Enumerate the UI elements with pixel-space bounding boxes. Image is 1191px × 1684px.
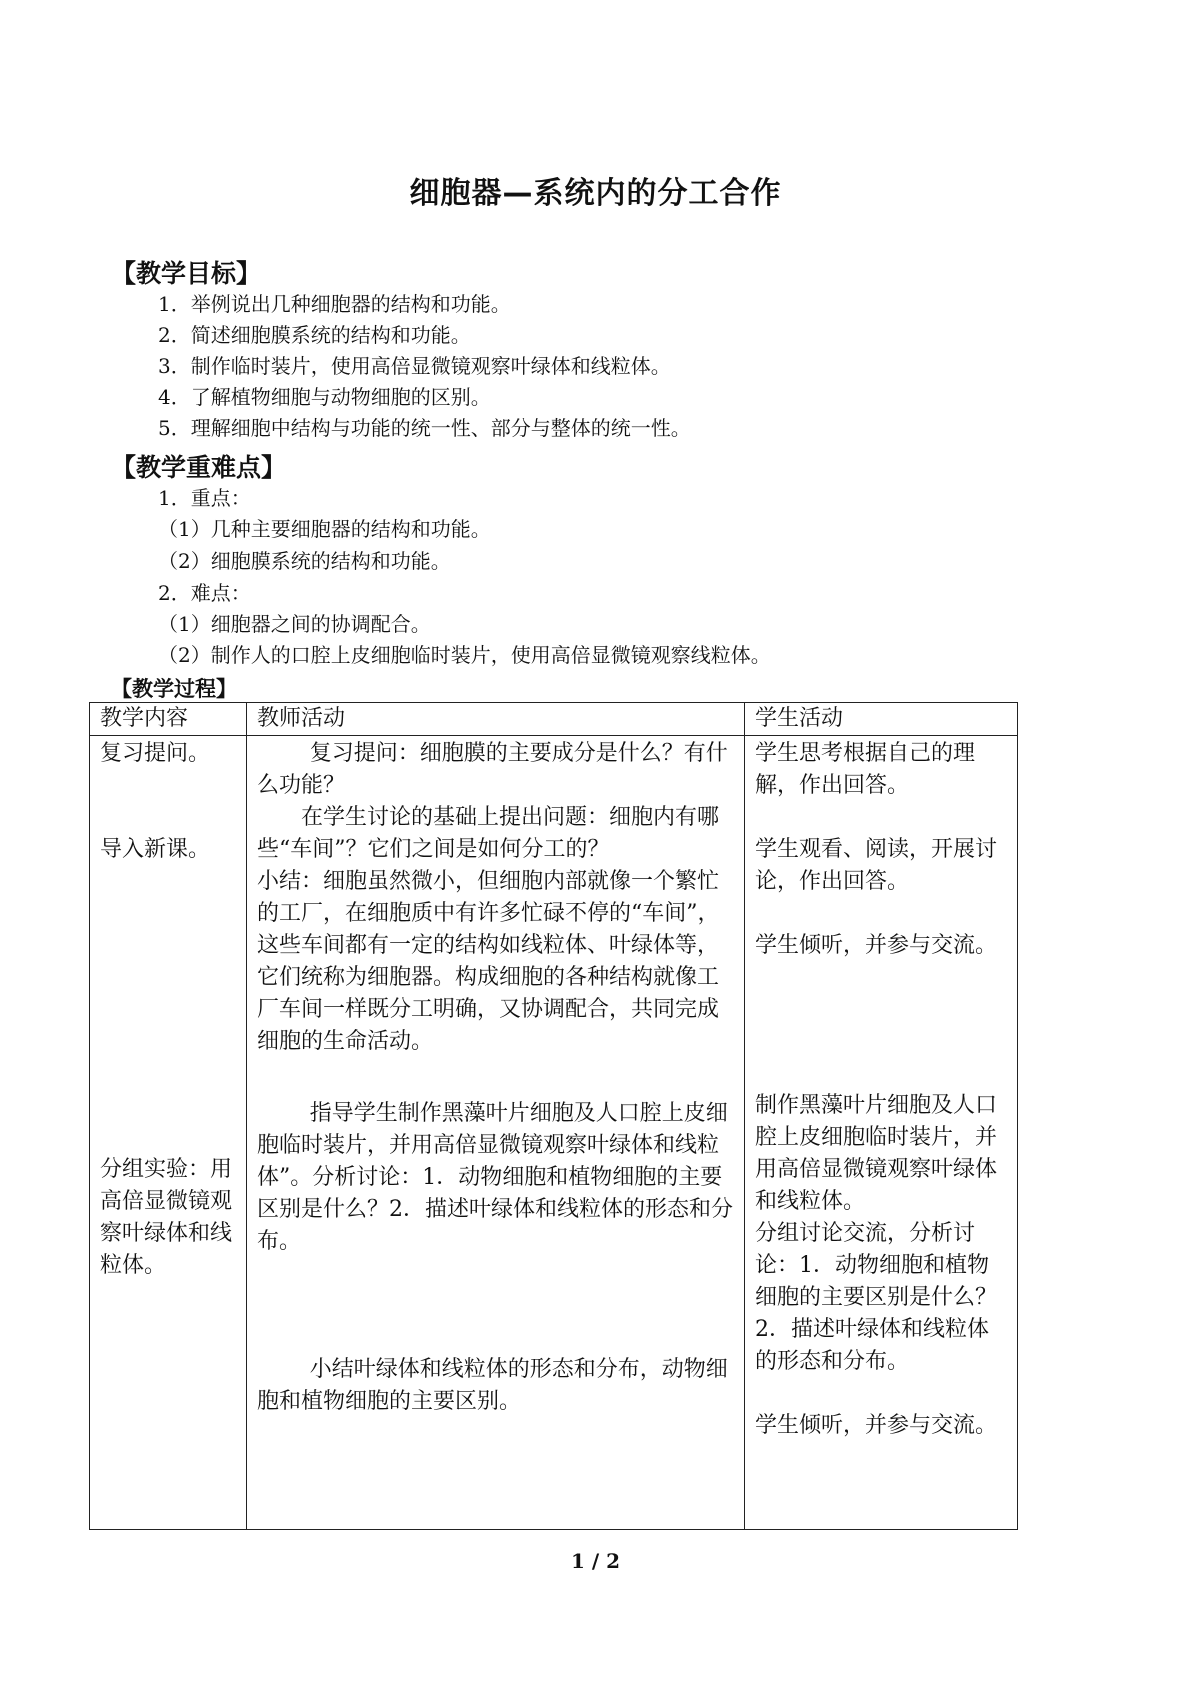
objectives-heading: 【教学目标】 xyxy=(111,259,262,288)
objective-item: 3．制作临时装片，使用高倍显微镜观察叶绿体和线粒体。 xyxy=(158,354,671,378)
table-header-row xyxy=(90,703,1018,736)
content-cell xyxy=(90,736,247,1530)
keypoints-heading: 【教学重难点】 xyxy=(111,453,287,482)
content-experiment: 分组实验：用高倍显微镜观察叶绿体和线粒体。 xyxy=(100,1157,233,1278)
keypoint-line: 2．难点： xyxy=(158,581,251,605)
objective-item: 5．理解细胞中结构与功能的统一性、部分与整体的统一性。 xyxy=(158,416,691,440)
student-cell xyxy=(745,736,1018,1530)
table-row xyxy=(90,736,1018,1530)
objective-item: 1．举例说出几种细胞器的结构和功能。 xyxy=(158,292,511,316)
page-number: 1 / 2 xyxy=(570,1549,621,1573)
keypoint-line: （2）细胞膜系统的结构和功能。 xyxy=(158,549,451,573)
student-discuss: 学生观看、阅读，开展讨论，作出回答。 xyxy=(755,837,998,894)
keypoint-line: （1）细胞器之间的协调配合。 xyxy=(158,612,431,636)
student-experiment: 制作黑藻叶片细胞及人口腔上皮细胞临时装片，并用高倍显微镜观察叶绿体和线粒体。 xyxy=(755,1093,998,1214)
teacher-experiment: 指导学生制作黑藻叶片细胞及人口腔上皮细胞临时装片，并用高倍显微镜观察叶绿体和线粒体”。分析讨论：1．动物细胞和植物细胞的主要区别是什么？2．描述叶绿体和线粒体的形态和分布。 xyxy=(257,1101,733,1254)
header-teacher: 教师活动 xyxy=(247,703,745,736)
process-heading: 【教学过程】 xyxy=(111,677,237,701)
teacher-review: 复习提问：细胞膜的主要成分是什么？有什么功能？ xyxy=(257,741,728,798)
keypoint-line: （2）制作人的口腔上皮细胞临时装片，使用高倍显微镜观察线粒体。 xyxy=(158,643,771,667)
content-intro: 导入新课。 xyxy=(100,837,211,862)
header-student: 学生活动 xyxy=(745,703,1018,736)
keypoint-line: 1．重点： xyxy=(158,486,251,510)
header-content: 教学内容 xyxy=(90,703,247,736)
objective-item: 2．简述细胞膜系统的结构和功能。 xyxy=(158,323,471,347)
teacher-summary: 小结：细胞虽然微小，但细胞内部就像一个繁忙的工厂，在细胞质中有许多忙碌不停的“车间”， 这些车间都有一定的结构如线粒体、叶绿体等，它们统称为细胞器。构成细胞的各种结构就像工厂车间一样既分工明确，又协调配合，共同完成细胞的生命活动。 xyxy=(257,869,720,1054)
student-listen: 学生倾听，并参与交流。 xyxy=(755,933,998,958)
process-table xyxy=(89,702,1018,1530)
objective-item: 4．了解植物细胞与动物细胞的区别。 xyxy=(158,385,491,409)
student-answer: 学生思考根据自己的理解，作出回答。 xyxy=(755,741,976,798)
student-group-discuss: 分组讨论交流，分析讨论：1．动物细胞和植物细胞的主要区别是什么？2．描述叶绿体和线粒体的形态和分布。 xyxy=(755,1221,998,1374)
student-listen-final: 学生倾听，并参与交流。 xyxy=(755,1413,998,1438)
page-title: 细胞器—系统内的分工合作 xyxy=(409,176,782,211)
teacher-cell xyxy=(247,736,745,1530)
content-review: 复习提问。 xyxy=(100,741,211,766)
keypoint-line: （1）几种主要细胞器的结构和功能。 xyxy=(158,517,491,541)
teacher-question: 在学生讨论的基础上提出问题：细胞内有哪些“车间”？它们之间是如何分工的？ xyxy=(257,805,720,862)
teacher-conclusion: 小结叶绿体和线粒体的形态和分布，动物细胞和植物细胞的主要区别。 xyxy=(257,1357,728,1414)
